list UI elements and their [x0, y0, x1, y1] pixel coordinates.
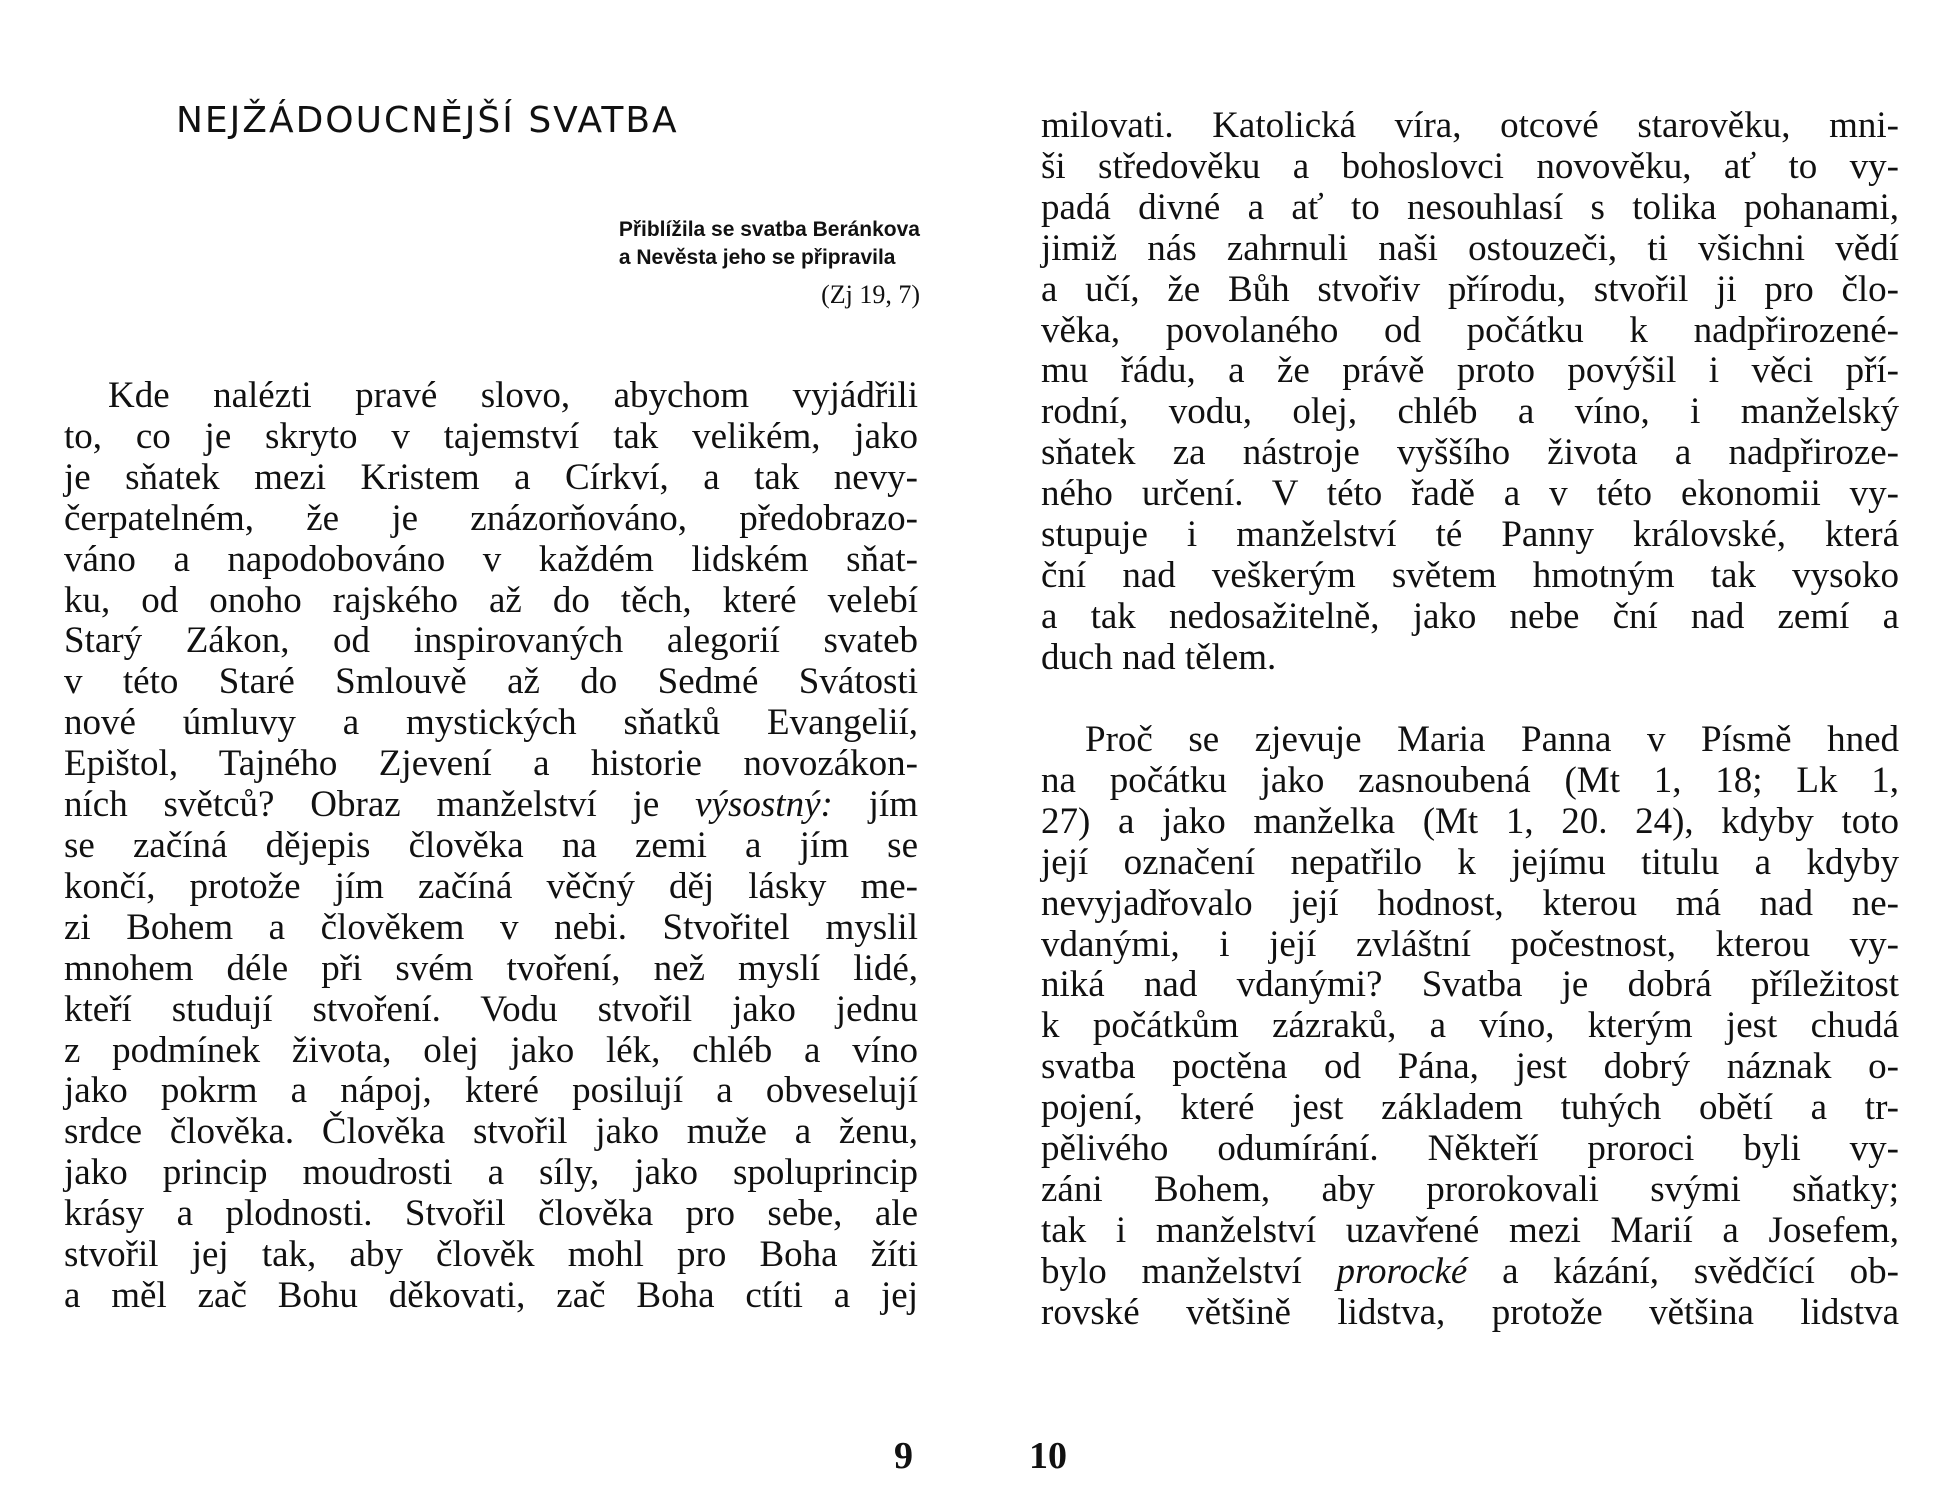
right-page [969, 0, 1938, 1500]
italic-emphasis: výsostný: [695, 784, 833, 826]
page-number: 10 [1029, 1435, 1067, 1477]
text-line-with-italic [1041, 1252, 1899, 1293]
text-line: na počátku jako zasnoubená (Mt 1, 18; Lk 1, [1041, 759, 1899, 801]
text-line: Proč se zjevuje Maria Panna v Písmě hned [1085, 719, 1899, 760]
epigraph-reference: (Zj 19, 7) [821, 280, 920, 309]
text-line: a učí, že Bůh stvořiv přírodu, stvořil ji pro člo- [1041, 268, 1899, 310]
text-line: věka, povolaného od počátku k nadpřirozené- [1041, 309, 1899, 351]
text-line: ši středověku a bohoslovci novověku, ať to vy- [1041, 145, 1899, 187]
chapter-title: NEJŽÁDOUCNĚJŠÍ SVATBA [176, 100, 679, 141]
page-number: 9 [894, 1435, 913, 1477]
text-line: vdanými, i její zvláštní počestnost, kterou vy- [1041, 923, 1899, 965]
text-line: jako pokrm a nápoj, které posilují a obveselují [64, 1070, 918, 1112]
text-line: jako princip moudrosti a síly, jako spoluprincip [64, 1152, 918, 1194]
text-line: záni Bohem, aby prorokovali svými sňatky; [1041, 1168, 1899, 1210]
text-line: pojení, které jest základem tuhých obětí a tr- [1041, 1087, 1899, 1129]
text-line: ční nad veškerým světem hmotným tak vysoko [1041, 554, 1899, 596]
epigraph-text [619, 216, 920, 272]
text-line: nevyjadřovalo její hodnost, kterou má nad ne- [1041, 882, 1899, 924]
text-line: čerpatelném, že je znázorňováno, předobrazo- [64, 497, 918, 539]
text-line: Starý Zákon, od inspirovaných alegorií svateb [64, 620, 918, 662]
text-line: je sňatek mezi Kristem a Církví, a tak nevy- [64, 456, 918, 498]
text-line: se začíná dějepis člověka na zemi a jím se [64, 824, 918, 866]
text-line: kteří studují stvoření. Vodu stvořil jako jednu [64, 988, 918, 1030]
text-line: svatba poctěna od Pána, jest dobrý náznak o- [1041, 1046, 1899, 1088]
right-page-paragraph-1 [1041, 106, 1899, 679]
text-line: mu řádu, a že právě proto povýšil i věci pří- [1041, 350, 1899, 392]
text-line: a měl zač Bohu děkovati, zač Boha ctíti a jej [64, 1274, 918, 1316]
text-segment: a kázání, svědčící ob- [1502, 1250, 1899, 1292]
left-page-paragraph [64, 376, 918, 1317]
text-line: rovské většině lidstva, protože většina lidstva [1041, 1291, 1899, 1333]
text-line: v této Staré Smlouvě až do Sedmé Svátosti [64, 661, 918, 703]
text-segment: ních světců? Obraz manželství je [64, 784, 660, 826]
text-line: stupuje i manželství té Panny královské, která [1041, 514, 1899, 556]
text-line: končí, protože jím začíná věčný děj lásky me- [64, 865, 918, 907]
text-line: 27) a jako manželka (Mt 1, 20. 24), kdyby toto [1041, 800, 1899, 842]
text-line: k počátkům zázraků, a víno, kterým jest chudá [1041, 1005, 1899, 1047]
text-line: zi Bohem a člověkem v nebi. Stvořitel myslil [64, 906, 918, 948]
text-line: Kde nalézti pravé slovo, abychom vyjádřili [108, 375, 918, 416]
text-line: a tak nedosažitelně, jako nebe ční nad zemí a [1041, 595, 1899, 637]
text-line: tak i manželství uzavřené mezi Marií a Josefem, [1041, 1209, 1899, 1251]
text-line-with-italic [64, 785, 918, 826]
text-line: stvořil jej tak, aby člověk mohl pro Boha žíti [64, 1234, 918, 1276]
text-line: Epištol, Tajného Zjevení a historie novozákon- [64, 743, 918, 785]
text-line: nové úmluvy a mystických sňatků Evangelií, [64, 702, 918, 744]
epigraph-line: a Nevěsta jeho se připravila [618, 246, 896, 269]
text-line: padá divné a ať to nesouhlasí s tolika pohanami, [1041, 186, 1899, 228]
text-line: milovati. Katolická víra, otcové starověku, mni- [1041, 105, 1899, 146]
text-segment: jím [868, 784, 918, 826]
text-line: její označení nepatřilo k jejímu titulu a kdyby [1041, 841, 1899, 883]
text-line: duch nad tělem. [1041, 636, 1277, 678]
text-line: srdce člověka. Člověka stvořil jako muže a ženu, [64, 1111, 918, 1153]
text-line: to, co je skryto v tajemství tak velikém, jako [64, 415, 918, 457]
text-line: niká nad vdanými? Svatba je dobrá příležitost [1041, 964, 1899, 1006]
text-line: ku, od onoho rajského až do těch, které velebí [64, 579, 918, 621]
text-line: sňatek za nástroje vyššího života a nadpřiroze- [1041, 432, 1899, 474]
text-line: pělivého odumírání. Někteří proroci byli vy- [1041, 1128, 1899, 1170]
text-segment: bylo manželství [1041, 1250, 1302, 1292]
text-line: z podmínek života, olej jako lék, chléb a víno [64, 1029, 918, 1071]
right-page-paragraph-2 [1041, 720, 1899, 1334]
italic-emphasis: prorocké [1336, 1250, 1468, 1292]
text-line: krásy a plodnosti. Stvořil člověka pro sebe, ale [64, 1193, 918, 1235]
text-line: váno a napodobováno v každém lidském sňat- [64, 538, 918, 580]
text-line: jimiž nás zahrnuli naši ostouzeči, ti všichni vědí [1041, 227, 1899, 269]
epigraph [440, 216, 920, 314]
text-line: mnohem déle při svém tvoření, než myslí lidé, [64, 947, 918, 989]
epigraph-line: Přiblížila se svatba Beránkova [618, 218, 920, 241]
text-line: ného určení. V této řadě a v této ekonomii vy- [1041, 473, 1899, 515]
text-line: rodní, vodu, olej, chléb a víno, i manželský [1041, 391, 1899, 433]
